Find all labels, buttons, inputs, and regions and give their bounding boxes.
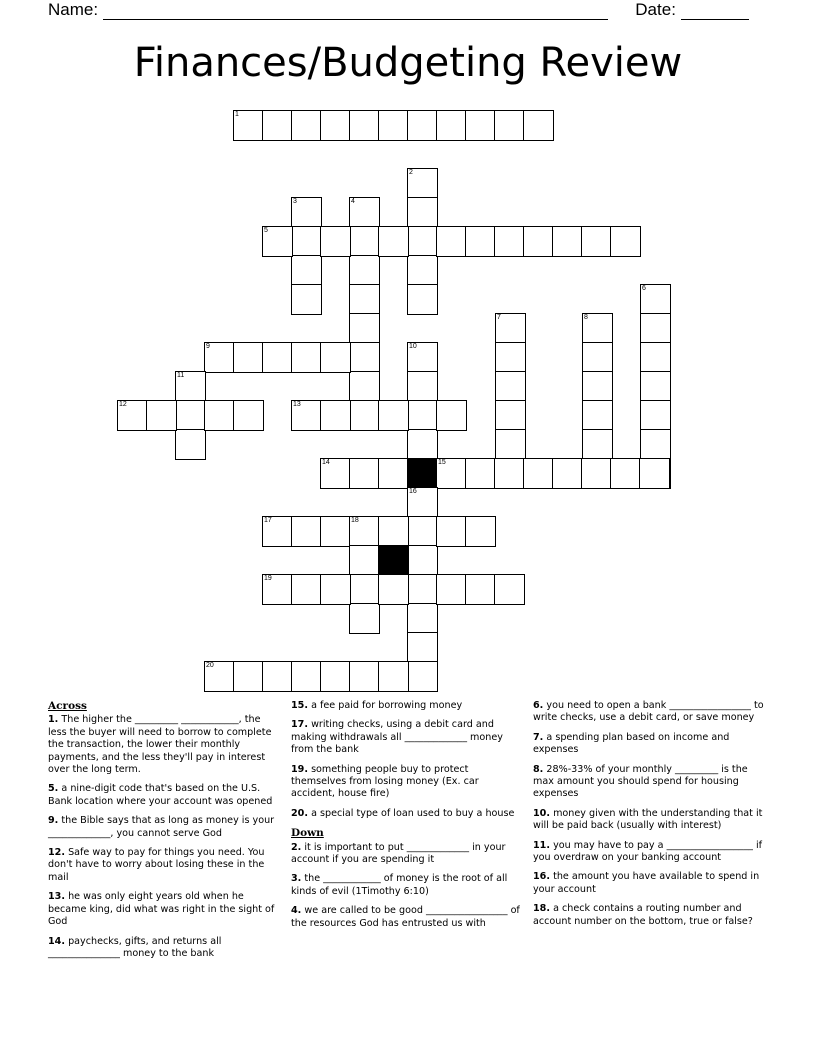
crossword-cell[interactable] xyxy=(291,661,322,692)
clue-across-1: 1. The higher the _________ ____________, the less the buyer will need to borrow to complete the transaction, the lower their monthly payments, and the less they'll pay in interest over the long term. xyxy=(48,714,272,776)
crossword-cell[interactable] xyxy=(407,284,438,315)
crossword-cell[interactable] xyxy=(291,284,322,315)
clue-across-20: 20. a special type of loan used to buy a house xyxy=(291,807,515,819)
clue-across-5: 5. a nine-digit code that's based on the U.S. Bank location where your account was opened xyxy=(48,783,273,807)
clue-number-15: 15 xyxy=(438,459,446,466)
crossword-cell[interactable] xyxy=(465,516,496,547)
crossword-cell[interactable] xyxy=(582,400,613,431)
crossword-cell[interactable] xyxy=(320,342,351,373)
crossword-cell[interactable] xyxy=(495,429,526,460)
crossword-cell[interactable] xyxy=(349,661,380,692)
crossword-cell[interactable] xyxy=(436,574,467,605)
crossword-cell[interactable] xyxy=(378,226,409,257)
clue-across-14: 14. paychecks, gifts, and returns all _______________ money to the bank xyxy=(48,935,222,959)
clue-across-19: 19. something people buy to protect themselves from losing money (Ex. car accident, house fire) xyxy=(291,763,479,800)
crossword-cell[interactable] xyxy=(407,255,438,286)
crossword-cell[interactable] xyxy=(407,110,438,141)
crossword-cell[interactable] xyxy=(582,371,613,402)
crossword-cell[interactable] xyxy=(407,400,438,431)
crossword-cell[interactable] xyxy=(523,458,554,489)
crossword-cell[interactable] xyxy=(407,574,438,605)
clue-down-6: 6. you need to open a bank _________________ to write checks, use a debit card, or save money xyxy=(533,700,764,724)
crossword-cell[interactable] xyxy=(204,400,235,431)
crossword-cell[interactable] xyxy=(349,342,380,373)
crossword-cell[interactable] xyxy=(523,226,554,257)
page-title: Finances/Budgeting Review xyxy=(133,40,683,86)
crossword-cell[interactable] xyxy=(640,313,671,344)
crossword-cell[interactable] xyxy=(495,371,526,402)
crossword-cell[interactable] xyxy=(378,516,409,547)
crossword-cell[interactable] xyxy=(640,429,671,460)
crossword-cell[interactable] xyxy=(320,516,351,547)
clues-column-3 xyxy=(533,700,769,935)
crossword-cell[interactable] xyxy=(320,661,351,692)
crossword-cell[interactable] xyxy=(610,458,641,489)
clue-across-9: 9. the Bible says that as long as money is your _____________, you cannot serve God xyxy=(48,815,275,839)
crossword-cell[interactable] xyxy=(378,458,409,489)
down-heading: Down xyxy=(291,827,324,840)
crossword-cell[interactable] xyxy=(175,429,206,460)
clue-number-3: 3 xyxy=(293,198,297,205)
clue-down-10: 10. money given with the understanding that it will be paid back (usually with interest) xyxy=(533,807,763,832)
crossword-cell[interactable] xyxy=(552,226,583,257)
clue-number-9: 9 xyxy=(206,343,210,350)
clue-across-13: 13. he was only eight years old when he became king, did what was right in the sight of God xyxy=(48,891,275,928)
crossword-cell[interactable] xyxy=(494,226,525,257)
crossword-cell[interactable] xyxy=(349,313,380,344)
crossword-cell[interactable] xyxy=(233,400,264,431)
crossword-cell[interactable] xyxy=(262,110,293,141)
clue-number-16: 16 xyxy=(409,488,417,495)
clue-across-12: 12. Safe way to pay for things you need. You don't have to worry about losing these in the mail xyxy=(48,847,265,883)
crossword-cell[interactable] xyxy=(495,342,526,373)
clues-column-2 xyxy=(291,700,521,937)
clue-number-6: 6 xyxy=(642,285,646,292)
crossword-cell[interactable] xyxy=(349,255,380,286)
crossword-cell[interactable] xyxy=(465,226,496,257)
crossword-cell[interactable] xyxy=(378,574,409,605)
clue-number-4: 4 xyxy=(351,198,355,205)
clue-number-18: 18 xyxy=(351,517,359,524)
crossword-cell[interactable] xyxy=(407,603,438,634)
crossword-cell[interactable] xyxy=(349,545,380,576)
across-heading: Across xyxy=(48,700,87,712)
clue-number-2: 2 xyxy=(409,169,413,176)
crossword-cell[interactable] xyxy=(146,400,177,431)
crossword-cell[interactable] xyxy=(436,110,467,141)
crossword-cell[interactable] xyxy=(407,632,438,663)
clue-number-5: 5 xyxy=(264,227,268,234)
crossword-cell[interactable] xyxy=(378,400,409,431)
clue-down-3: 3. the ____________ of money is the root of all kinds of evil (1Timothy 6:10) xyxy=(291,873,508,897)
crossword-cell[interactable] xyxy=(349,371,380,402)
clue-number-17: 17 xyxy=(264,517,272,524)
crossword-cell[interactable] xyxy=(291,516,322,547)
crossword-cell[interactable] xyxy=(320,110,351,141)
crossword-cell[interactable] xyxy=(494,458,525,489)
crossword-cell[interactable] xyxy=(291,342,322,373)
crossword-cell[interactable] xyxy=(407,371,438,402)
crossword-cell[interactable] xyxy=(349,284,380,315)
crossword-cell[interactable] xyxy=(582,429,613,460)
crossword-cell[interactable] xyxy=(494,110,525,141)
crossword-cell[interactable] xyxy=(291,110,322,141)
crossword-cell[interactable] xyxy=(320,226,351,257)
crossword-cell[interactable] xyxy=(378,661,409,692)
crossword-cell[interactable] xyxy=(407,429,438,460)
crossword-cell[interactable] xyxy=(495,400,526,431)
crossword-cell[interactable] xyxy=(407,516,438,547)
crossword-cell[interactable] xyxy=(610,226,641,257)
crossword-cell[interactable] xyxy=(233,661,264,692)
clue-number-1: 1 xyxy=(235,111,239,118)
crossword-cell[interactable] xyxy=(407,661,438,692)
crossword-cell[interactable] xyxy=(494,574,525,605)
clue-number-10: 10 xyxy=(409,343,417,350)
crossword-cell[interactable] xyxy=(175,400,206,431)
clue-number-11: 11 xyxy=(177,372,185,379)
crossword-cell[interactable] xyxy=(349,226,380,257)
crossword-cell[interactable] xyxy=(320,400,351,431)
crossword-cell[interactable] xyxy=(465,110,496,141)
crossword-cell[interactable] xyxy=(465,458,496,489)
date-label: Date: xyxy=(635,0,676,19)
crossword-cell[interactable] xyxy=(465,574,496,605)
crossword-cell[interactable] xyxy=(436,516,467,547)
crossword-cell[interactable] xyxy=(552,458,583,489)
clue-down-7: 7. a spending plan based on income and expenses xyxy=(533,731,730,756)
crossword-cell[interactable] xyxy=(581,226,612,257)
crossword-cell[interactable] xyxy=(349,603,380,634)
clues-column-1 xyxy=(48,700,280,967)
clue-down-2: 2. it is important to put _____________ in your account if you are spending it xyxy=(291,841,506,866)
clue-across-15: 15. a fee paid for borrowing money xyxy=(291,700,463,711)
clue-down-11: 11. you may have to pay a __________________ if you overdraw on your banking account xyxy=(533,839,763,864)
crossword-cell[interactable] xyxy=(320,574,351,605)
clue-down-18: 18. a check contains a routing number and account number on the bottom, true or false? xyxy=(533,903,753,927)
clue-number-14: 14 xyxy=(322,459,330,466)
clue-number-7: 7 xyxy=(497,314,501,321)
crossword-cell[interactable] xyxy=(262,661,293,692)
clue-number-20: 20 xyxy=(206,662,214,669)
black-square xyxy=(407,458,438,489)
crossword-cell[interactable] xyxy=(640,342,671,373)
clue-across-17: 17. writing checks, using a debit card and making withdrawals all _____________ money from the bank xyxy=(291,719,503,756)
crossword-cell[interactable] xyxy=(291,574,322,605)
clue-number-12: 12 xyxy=(119,401,127,408)
crossword-cell[interactable] xyxy=(436,400,467,431)
crossword-cell[interactable] xyxy=(349,400,380,431)
clue-number-8: 8 xyxy=(584,314,588,321)
crossword-cell[interactable] xyxy=(291,226,322,257)
crossword-cell[interactable] xyxy=(581,458,612,489)
crossword-cell[interactable] xyxy=(639,458,670,489)
crossword-cell[interactable] xyxy=(378,110,409,141)
crossword-cell[interactable] xyxy=(523,110,554,141)
crossword-cell[interactable] xyxy=(640,400,671,431)
crossword-cell[interactable] xyxy=(407,197,438,228)
name-label: Name: xyxy=(48,0,99,19)
clue-number-19: 19 xyxy=(264,575,272,582)
crossword-cell[interactable] xyxy=(582,342,613,373)
crossword-cell[interactable] xyxy=(349,458,380,489)
clue-down-16: 16. the amount you have available to spend in your account xyxy=(533,871,760,895)
crossword-cell[interactable] xyxy=(349,574,380,605)
crossword-cell[interactable] xyxy=(407,545,438,576)
crossword-cell[interactable] xyxy=(436,226,467,257)
crossword-cell[interactable] xyxy=(262,342,293,373)
crossword-cell[interactable] xyxy=(640,371,671,402)
clue-down-4: 4. we are called to be good _________________ of the resources God has entrusted us with xyxy=(291,905,520,929)
clue-number-13: 13 xyxy=(293,401,301,408)
clue-down-8: 8. 28%-33% of your monthly _________ is the max amount you should spend for housing expenses xyxy=(533,763,748,800)
crossword-cell[interactable] xyxy=(291,255,322,286)
crossword-cell[interactable] xyxy=(349,110,380,141)
crossword-cell[interactable] xyxy=(407,226,438,257)
crossword-cell[interactable] xyxy=(233,342,264,373)
black-square xyxy=(378,545,409,576)
